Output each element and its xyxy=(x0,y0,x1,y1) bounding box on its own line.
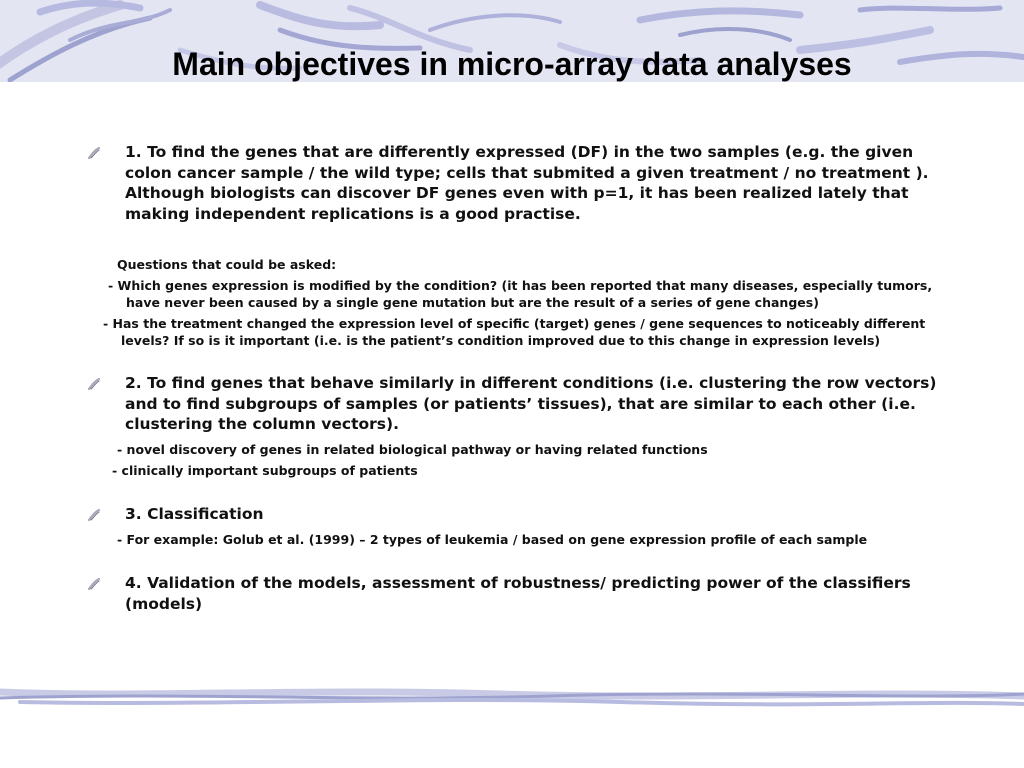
sub-bullet-question-2: - Has the treatment changed the expression level of specific (target) genes / gene sequences to noticeably different levels? If so is it important (i.e. is the patient’s condition improved due to this change in expression levels) xyxy=(103,316,926,348)
quill-bullet-icon xyxy=(87,508,101,522)
quill-bullet-icon xyxy=(87,377,101,391)
sub-bullet-example: - For example: Golub et al. (1999) – 2 types of leukemia / based on gene expression profile of each sample xyxy=(117,532,868,547)
bullet-2-text: 2. To find genes that behave similarly in different conditions (i.e. clustering the row vectors) and to find subgroups of samples (or patients’ tissues), that are similar to each other (i.e. clustering the column vectors). xyxy=(125,374,937,433)
quill-bullet-icon xyxy=(87,577,101,591)
sub-bullet-subgroups: - clinically important subgroups of patients xyxy=(112,463,418,478)
bullet-3-text: 3. Classification xyxy=(125,505,264,523)
bottom-wave-icon xyxy=(0,684,1024,714)
bullet-4-text: 4. Validation of the models, assessment of robustness/ predicting power of the classifiers (models) xyxy=(125,574,911,613)
quill-bullet-icon xyxy=(87,146,101,160)
questions-heading: Questions that could be asked: xyxy=(117,257,337,272)
slide-title: Main objectives in micro-array data analyses xyxy=(172,46,852,82)
sub-bullet-novel-discovery: - novel discovery of genes in related biological pathway or having related functions xyxy=(117,442,708,457)
sub-bullet-question-1: - Which genes expression is modified by the condition? (it has been reported that many diseases, especially tumors, have never been caused by a single gene mutation but are the result of a series of gene changes) xyxy=(108,278,933,310)
bullet-1-text: 1. To find the genes that are differently expressed (DF) in the two samples (e.g. the given colon cancer sample / the wild type; cells that submited a given treatment / no treatment ). Although biologists can discover DF genes even with p=1, it has been realized lately that making independent replications is a good practise. xyxy=(125,143,929,223)
